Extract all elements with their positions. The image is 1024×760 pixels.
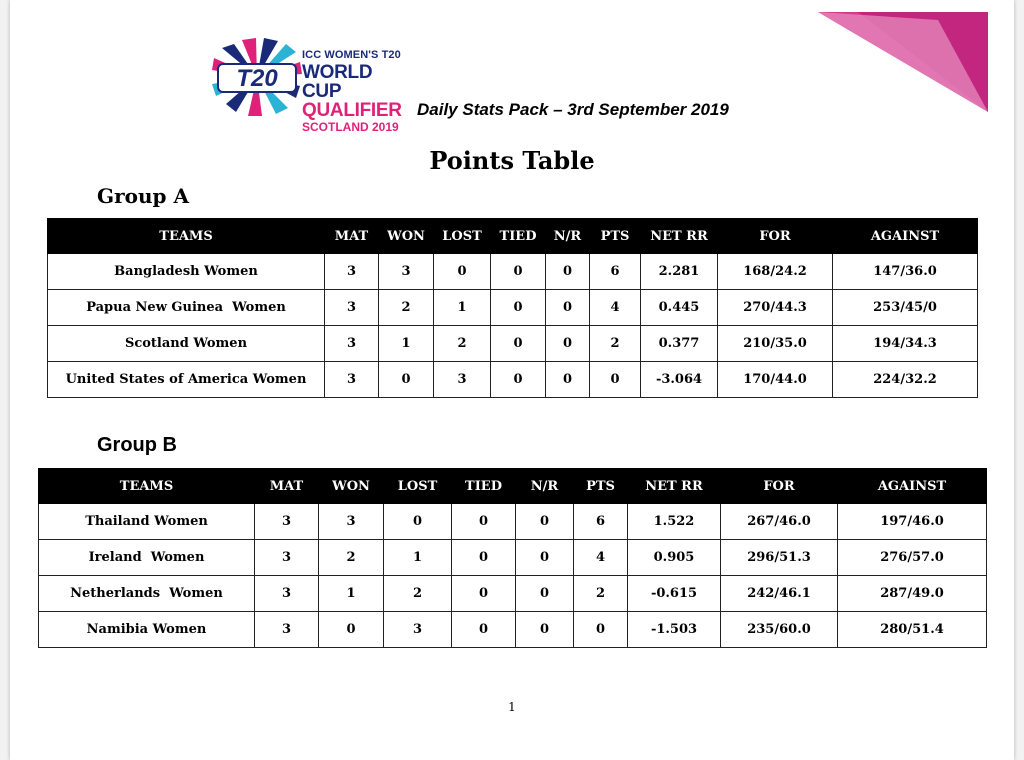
stat-cell: 4: [590, 290, 641, 326]
table-row: [39, 540, 987, 576]
table-header-row: [48, 219, 978, 254]
table-row: [48, 362, 978, 398]
column-header: TIED: [452, 469, 516, 504]
stat-cell: 0: [590, 362, 641, 398]
stat-cell: 3: [255, 576, 319, 612]
stat-cell: 147/36.0: [833, 254, 978, 290]
stat-cell: 0: [491, 362, 546, 398]
team-name-cell: Ireland Women: [39, 540, 255, 576]
stat-cell: 6: [590, 254, 641, 290]
stat-cell: 0: [384, 504, 452, 540]
stat-cell: 0: [516, 576, 574, 612]
column-header: N/R: [546, 219, 590, 254]
stat-cell: 0: [379, 362, 434, 398]
stat-cell: 3: [255, 504, 319, 540]
logo-line-1: ICC WOMEN'S T20: [302, 49, 401, 61]
stat-cell: 197/46.0: [838, 504, 987, 540]
logo-line-2: WORLD CUP: [302, 62, 373, 102]
table-body: [39, 504, 987, 648]
stat-cell: 2: [379, 290, 434, 326]
badge-text: T20: [236, 65, 278, 92]
stat-cell: 2: [434, 326, 491, 362]
stat-cell: 224/32.2: [833, 362, 978, 398]
column-header: WON: [319, 469, 384, 504]
stat-cell: 267/46.0: [721, 504, 838, 540]
stat-cell: 210/35.0: [718, 326, 833, 362]
stat-cell: 0: [546, 362, 590, 398]
stat-cell: -1.503: [628, 612, 721, 648]
stat-cell: -3.064: [641, 362, 718, 398]
stat-cell: 0: [452, 540, 516, 576]
stat-cell: 1: [384, 540, 452, 576]
table-row: [39, 504, 987, 540]
stat-cell: 0: [452, 504, 516, 540]
stat-cell: 0: [491, 254, 546, 290]
column-header: LOST: [384, 469, 452, 504]
stat-cell: 3: [379, 254, 434, 290]
stat-cell: 3: [255, 540, 319, 576]
stat-cell: 1.522: [628, 504, 721, 540]
page-number: 1: [508, 700, 516, 714]
table-row: [48, 326, 978, 362]
column-header: TEAMS: [48, 219, 325, 254]
header-title: Daily Stats Pack – 3rd September 2019: [417, 100, 729, 119]
group-a-title: Group A: [97, 184, 189, 208]
stat-cell: 0: [452, 576, 516, 612]
stat-cell: 3: [325, 290, 379, 326]
stat-cell: 2.281: [641, 254, 718, 290]
column-header: PTS: [574, 469, 628, 504]
column-header: WON: [379, 219, 434, 254]
group-a-table: [47, 218, 978, 398]
table-header-row: [39, 469, 987, 504]
column-header: LOST: [434, 219, 491, 254]
stat-cell: 1: [319, 576, 384, 612]
stat-cell: 2: [590, 326, 641, 362]
column-header: FOR: [721, 469, 838, 504]
team-name-cell: United States of America Women: [48, 362, 325, 398]
column-header: AGAINST: [838, 469, 987, 504]
stat-cell: 0: [546, 254, 590, 290]
table-row: [39, 576, 987, 612]
stat-cell: 194/34.3: [833, 326, 978, 362]
stat-cell: 0.445: [641, 290, 718, 326]
stat-cell: 170/44.0: [718, 362, 833, 398]
table-row: [48, 290, 978, 326]
stat-cell: 3: [325, 254, 379, 290]
stat-cell: 276/57.0: [838, 540, 987, 576]
stat-cell: 0.905: [628, 540, 721, 576]
stat-cell: 235/60.0: [721, 612, 838, 648]
stat-cell: 0: [452, 612, 516, 648]
stat-cell: 1: [434, 290, 491, 326]
stat-cell: 3: [255, 612, 319, 648]
points-table-title: Points Table: [429, 146, 595, 175]
stat-cell: 0: [516, 540, 574, 576]
stat-cell: 3: [319, 504, 384, 540]
stat-cell: 0.377: [641, 326, 718, 362]
table-row: [48, 254, 978, 290]
column-header: N/R: [516, 469, 574, 504]
stat-cell: 242/46.1: [721, 576, 838, 612]
stat-cell: 3: [325, 362, 379, 398]
stat-cell: 0: [319, 612, 384, 648]
column-header: AGAINST: [833, 219, 978, 254]
stat-cell: 0: [491, 290, 546, 326]
column-header: MAT: [255, 469, 319, 504]
team-name-cell: Scotland Women: [48, 326, 325, 362]
logo-line-4: SCOTLAND 2019: [302, 120, 399, 134]
stat-cell: 2: [319, 540, 384, 576]
stat-cell: 0: [516, 612, 574, 648]
stat-cell: 168/24.2: [718, 254, 833, 290]
tournament-logo: [212, 38, 412, 134]
stat-cell: 3: [325, 326, 379, 362]
team-name-cell: Bangladesh Women: [48, 254, 325, 290]
stat-cell: 4: [574, 540, 628, 576]
stat-cell: 3: [384, 612, 452, 648]
stat-cell: -0.615: [628, 576, 721, 612]
column-header: FOR: [718, 219, 833, 254]
team-name-cell: Namibia Women: [39, 612, 255, 648]
stat-cell: 0: [546, 290, 590, 326]
stat-cell: 6: [574, 504, 628, 540]
team-name-cell: Netherlands Women: [39, 576, 255, 612]
stat-cell: 2: [574, 576, 628, 612]
stat-cell: 0: [491, 326, 546, 362]
stat-cell: 270/44.3: [718, 290, 833, 326]
stat-cell: 0: [516, 504, 574, 540]
column-header: TEAMS: [39, 469, 255, 504]
stat-cell: 253/45/0: [833, 290, 978, 326]
stat-cell: 280/51.4: [838, 612, 987, 648]
table-row: [39, 612, 987, 648]
corner-decoration: [818, 12, 988, 112]
stat-cell: 3: [434, 362, 491, 398]
logo-line-3: QUALIFIER: [302, 100, 402, 121]
group-b-table: [38, 468, 987, 648]
column-header: MAT: [325, 219, 379, 254]
column-header: NET RR: [628, 469, 721, 504]
group-b-title: Group B: [97, 434, 177, 456]
stat-cell: 296/51.3: [721, 540, 838, 576]
column-header: TIED: [491, 219, 546, 254]
stat-cell: 0: [434, 254, 491, 290]
team-name-cell: Papua New Guinea Women: [48, 290, 325, 326]
column-header: NET RR: [641, 219, 718, 254]
stat-cell: 2: [384, 576, 452, 612]
column-header: PTS: [590, 219, 641, 254]
stat-cell: 0: [546, 326, 590, 362]
stat-cell: 0: [574, 612, 628, 648]
team-name-cell: Thailand Women: [39, 504, 255, 540]
stat-cell: 1: [379, 326, 434, 362]
stat-cell: 287/49.0: [838, 576, 987, 612]
table-body: [48, 254, 978, 398]
